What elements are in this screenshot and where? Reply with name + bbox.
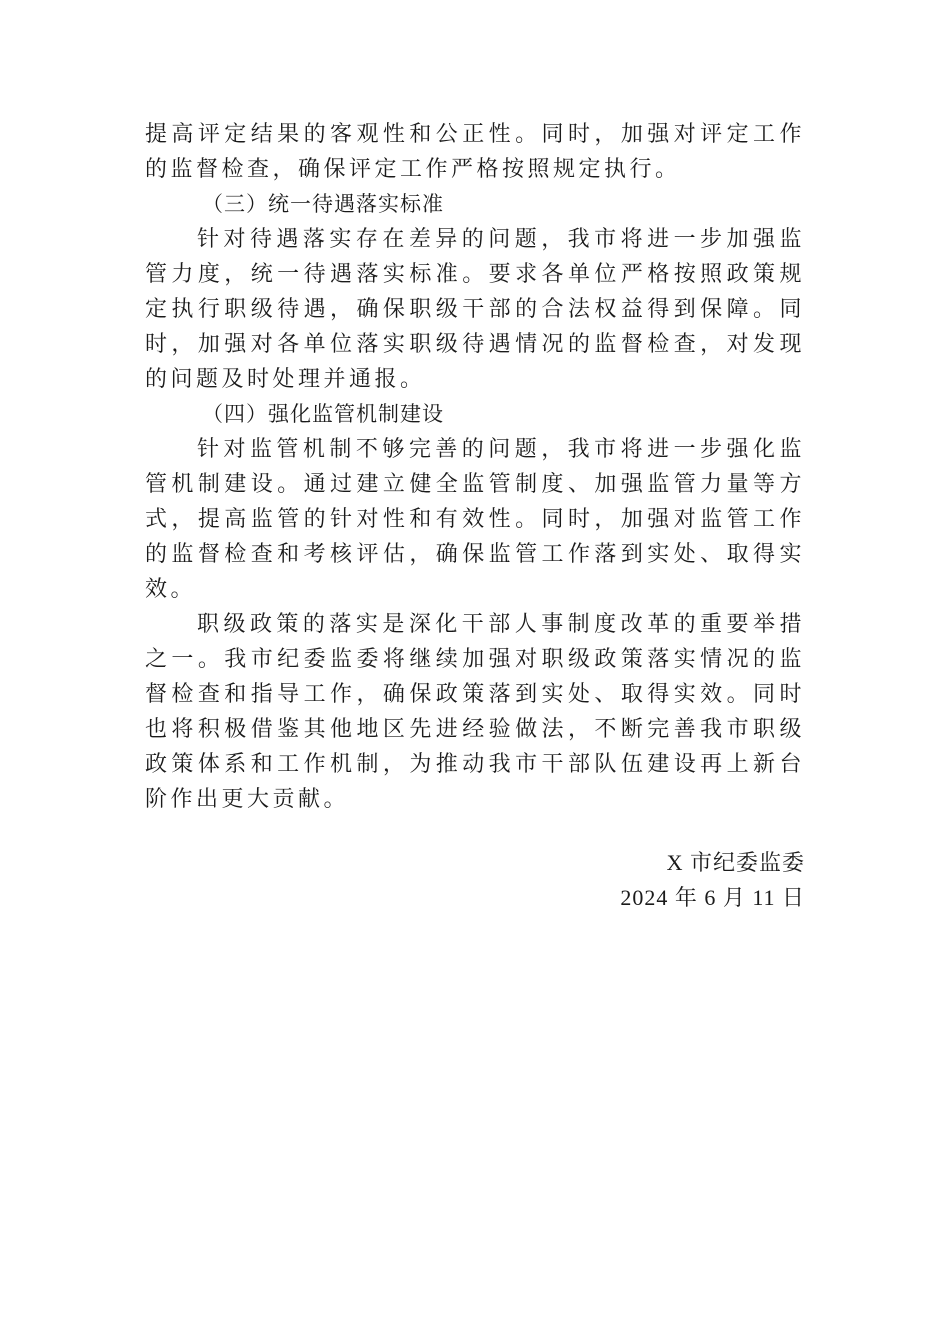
section-heading-3: （三）统一待遇落实标准 xyxy=(202,192,444,216)
body-paragraph-section-3: 针对待遇落实存在差异的问题，我市将进一步加强监管力度，统一待遇落实标准。要求各单位严格按照政策规定执行职级待遇，确保职级干部的合法权益得到保障。同时，加强对各单位落实职级待遇情况的监督检查，对发现的问题及时处理并通报。 xyxy=(145,227,805,392)
body-paragraph-continuation: 提高评定结果的客观性和公正性。同时，加强对评定工作的监督检查，确保评定工作严格按照规定执行。 xyxy=(145,122,805,182)
document-body xyxy=(145,117,805,817)
signature-date: 2024 年 6 月 11 日 xyxy=(620,885,805,910)
body-paragraph-section-4: 针对监管机制不够完善的问题，我市将进一步强化监管机制建设。通过建立健全监管制度、加强监管力量等方式，提高监管的针对性和有效性。同时，加强对监管工作的监督检查和考核评估，确保监管工作落到实处、取得实效。 xyxy=(145,437,805,602)
signature-organization: X 市纪委监委 xyxy=(666,850,805,875)
body-paragraph-conclusion: 职级政策的落实是深化干部人事制度改革的重要举措之一。我市纪委监委将继续加强对职级政策落实情况的监督检查和指导工作，确保政策落到实处、取得实效。同时也将积极借鉴其他地区先进经验做法，不断完善我市职级政策体系和工作机制，为推动我市干部队伍建设再上新台阶作出更大贡献。 xyxy=(145,612,805,812)
section-heading-4: （四）强化监管机制建设 xyxy=(202,402,444,426)
signature-block xyxy=(620,845,805,915)
